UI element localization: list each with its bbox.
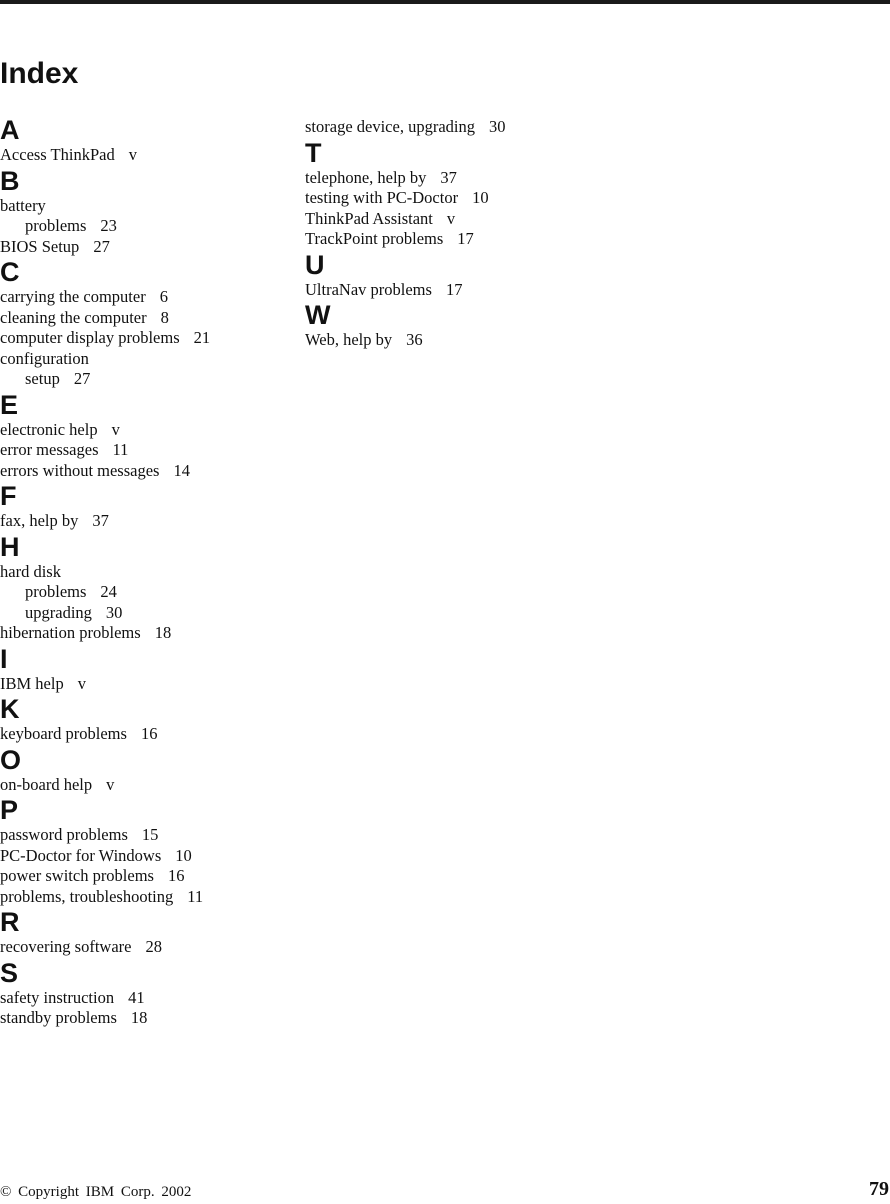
section-letter: S — [0, 957, 19, 988]
index-entry — [0, 461, 290, 482]
entry-term: error messages — [0, 440, 99, 459]
index-entry — [0, 308, 290, 329]
entry-page-ref[interactable]: v — [77, 673, 86, 693]
index-entry — [0, 562, 290, 583]
index-section — [0, 390, 290, 482]
entry-term: Access ThinkPad — [0, 145, 115, 164]
index-subentry — [0, 216, 290, 237]
index-section — [305, 138, 705, 250]
index-section — [0, 745, 290, 796]
entry-term: IBM help — [0, 673, 64, 693]
index-entry — [305, 229, 705, 250]
entry-term: problems, troubleshooting — [0, 886, 174, 906]
index-entry — [0, 846, 290, 867]
entry-page-ref[interactable]: 23 — [100, 216, 117, 235]
index-entry — [305, 280, 705, 301]
entry-page-ref[interactable]: 8 — [160, 307, 169, 327]
page-footer — [0, 1180, 890, 1204]
index-entry — [0, 623, 290, 644]
index-entry — [305, 168, 705, 189]
index-section — [305, 250, 705, 301]
entry-term: errors without messages — [0, 460, 160, 480]
entry-page-ref[interactable]: 27 — [73, 369, 91, 388]
index-section — [0, 694, 290, 745]
section-letter: A — [0, 115, 20, 145]
index-column-right — [305, 117, 705, 351]
index-subentry — [0, 369, 290, 390]
copyright-notice: © Copyright IBM Corp. 2002 — [0, 1184, 192, 1200]
entry-term: BIOS Setup — [0, 236, 80, 256]
index-entry — [0, 674, 290, 695]
section-letter: F — [0, 481, 17, 511]
index-entry — [0, 1008, 290, 1029]
entry-term: battery — [0, 195, 46, 215]
entry-page-ref[interactable]: 28 — [145, 937, 162, 956]
entry-term: TrackPoint problems — [305, 229, 444, 248]
top-rule — [0, 0, 890, 4]
entry-page-ref[interactable]: v — [111, 419, 120, 439]
entry-term: hard disk — [0, 561, 61, 581]
entry-term: storage device, upgrading — [305, 117, 475, 136]
index-entry — [0, 511, 290, 532]
entry-term: computer display problems — [0, 328, 180, 347]
index-entry — [0, 866, 290, 887]
section-letter: O — [0, 744, 22, 775]
entry-page-ref[interactable]: v — [446, 208, 456, 228]
entry-term: problems — [25, 216, 87, 235]
entry-term: electronic help — [0, 419, 98, 439]
index-section — [0, 644, 290, 695]
entry-page-ref[interactable]: 17 — [457, 229, 474, 248]
entry-term: hibernation problems — [0, 623, 141, 642]
entry-page-ref[interactable]: 27 — [93, 236, 110, 256]
entry-page-ref[interactable]: 14 — [173, 460, 190, 480]
entry-term: fax, help by — [0, 511, 79, 530]
entry-page-ref[interactable]: v — [128, 145, 137, 164]
index-section — [305, 300, 705, 351]
index-section — [0, 257, 290, 390]
entry-term: password problems — [0, 825, 128, 844]
entry-term: cleaning the computer — [0, 307, 147, 327]
index-entry — [0, 237, 290, 258]
entry-term: setup — [25, 369, 60, 388]
index-entry — [0, 724, 290, 745]
index-entry — [305, 209, 705, 230]
section-letter: I — [0, 643, 8, 674]
entry-term: configuration — [0, 348, 89, 368]
index-entry — [0, 887, 290, 908]
entry-term: carrying the computer — [0, 287, 146, 306]
index-entry — [0, 988, 290, 1009]
entry-page-ref[interactable]: 18 — [130, 1008, 148, 1027]
entry-page-ref[interactable]: 17 — [445, 279, 463, 299]
entry-term: recovering software — [0, 937, 132, 956]
index-entry — [0, 825, 290, 846]
index-section — [0, 532, 290, 644]
section-letter: R — [0, 907, 20, 937]
entry-page-ref[interactable]: 18 — [154, 623, 172, 642]
entry-page-ref[interactable]: 21 — [193, 328, 211, 347]
entry-page-ref[interactable]: 37 — [440, 167, 457, 187]
index-entry — [0, 196, 290, 217]
index-entry — [0, 287, 290, 308]
index-section — [0, 958, 290, 1029]
index-section — [0, 166, 290, 258]
entry-term: Web, help by — [305, 330, 393, 349]
index-entry — [305, 330, 705, 351]
entry-term: PC-Doctor for Windows — [0, 845, 162, 865]
entry-term: problems — [25, 582, 87, 601]
entry-term: telephone, help by — [305, 167, 427, 187]
entry-term: safety instruction — [0, 987, 115, 1007]
section-letter: C — [0, 257, 20, 287]
entry-term: keyboard problems — [0, 724, 127, 743]
entry-term: on-board help — [0, 774, 93, 794]
entry-page-ref[interactable]: 41 — [128, 987, 145, 1007]
index-entry — [0, 775, 290, 796]
section-letter: U — [305, 249, 325, 280]
entry-page-ref[interactable]: 24 — [100, 582, 117, 601]
entry-page-ref[interactable]: 10 — [472, 188, 489, 207]
entry-page-ref[interactable]: 30 — [488, 117, 506, 136]
page-title: Index — [0, 57, 79, 90]
index-entry — [0, 420, 290, 441]
index-section — [0, 907, 290, 958]
section-letter: K — [0, 694, 20, 724]
entry-page-ref[interactable]: 37 — [92, 511, 109, 530]
entry-term: UltraNav problems — [305, 279, 432, 299]
entry-page-ref[interactable]: 16 — [167, 866, 185, 885]
index-entry — [0, 328, 290, 349]
index-entry — [0, 349, 290, 370]
entry-page-ref[interactable]: 6 — [159, 287, 168, 306]
index-entry — [0, 145, 290, 166]
entry-term: upgrading — [25, 602, 92, 622]
entry-page-ref[interactable]: 16 — [140, 724, 158, 743]
entry-page-ref[interactable]: 36 — [406, 330, 423, 349]
entry-page-ref[interactable]: 11 — [112, 440, 129, 459]
page-number: 79 — [869, 1178, 889, 1200]
section-letter: B — [0, 165, 20, 196]
section-letter: W — [305, 300, 331, 330]
index-section — [0, 481, 290, 532]
entry-page-ref[interactable]: v — [106, 774, 115, 794]
index-section — [305, 117, 705, 138]
entry-term: testing with PC-Doctor — [305, 188, 459, 207]
index-section — [0, 795, 290, 907]
entry-page-ref[interactable]: 15 — [141, 825, 159, 844]
index-entry — [0, 937, 290, 958]
index-entry — [305, 188, 705, 209]
entry-page-ref[interactable]: 11 — [187, 886, 204, 906]
entry-page-ref[interactable]: 10 — [175, 845, 192, 865]
index-subentry — [0, 603, 290, 624]
section-letter: T — [305, 137, 322, 168]
section-letter: E — [0, 389, 19, 420]
section-letter: H — [0, 531, 20, 562]
entry-term: ThinkPad Assistant — [305, 208, 433, 228]
index-subentry — [0, 582, 290, 603]
entry-term: power switch problems — [0, 866, 154, 885]
entry-page-ref[interactable]: 30 — [105, 602, 123, 622]
index-entry — [0, 440, 290, 461]
index-section — [0, 115, 290, 166]
index-column-left — [0, 115, 290, 1029]
section-letter: P — [0, 795, 19, 825]
index-entry — [305, 117, 705, 138]
entry-term: standby problems — [0, 1008, 117, 1027]
